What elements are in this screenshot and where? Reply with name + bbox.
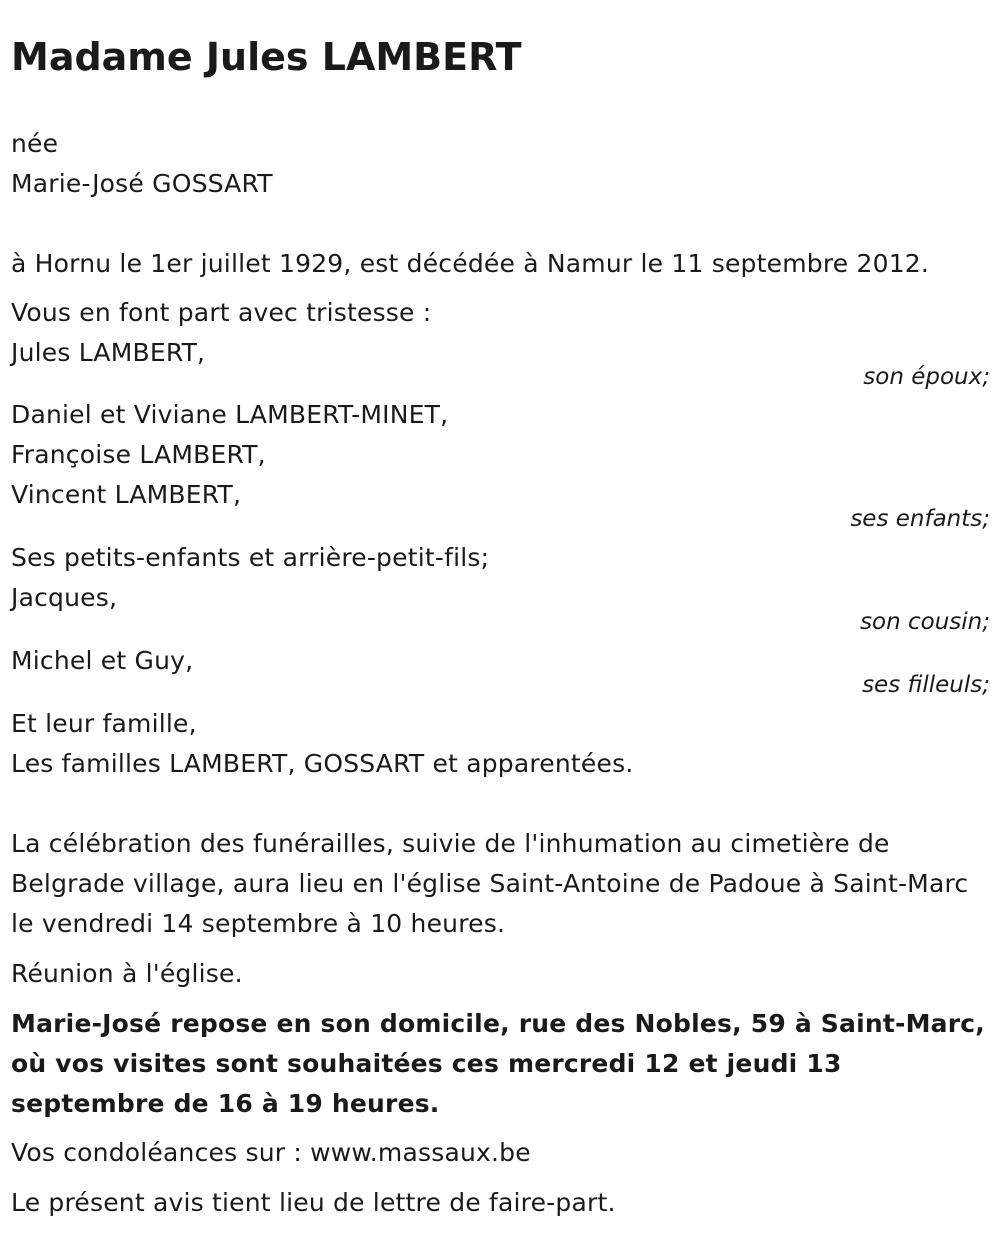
cousin-name: Jacques, xyxy=(11,583,118,612)
notice-title: Madame Jules LAMBERT xyxy=(11,35,522,79)
meeting-line: Réunion à l'église. xyxy=(11,959,243,988)
child-name: Daniel et Viviane LAMBERT-MINET, xyxy=(11,400,449,429)
closing-line: Le présent avis tient lieu de lettre de faire-part. xyxy=(11,1188,616,1217)
godchildren-role: ses filleuls; xyxy=(862,672,990,698)
grandchildren-line: Ses petits-enfants et arrière-petit-fils; xyxy=(11,543,490,572)
families-line: Les familles LAMBERT, GOSSART et apparentées. xyxy=(11,749,634,778)
nee-label: née xyxy=(11,129,59,158)
condolences-line: Vos condoléances sur : www.massaux.be xyxy=(11,1138,531,1167)
spouse-name: Jules LAMBERT, xyxy=(11,338,206,367)
children-role: ses enfants; xyxy=(850,506,990,532)
godchildren-names: Michel et Guy, xyxy=(11,646,194,675)
cousin-role: son cousin; xyxy=(860,609,990,635)
family-line: Et leur famille, xyxy=(11,709,197,738)
visitation-paragraph: Marie-José repose en son domicile, rue des Nobles, 59 à Saint-Marc, où vos visites sont souhaitées ces mercredi 12 et jeudi 13 septembre de 16 à 19 heures. xyxy=(11,1009,985,1118)
child-name: Françoise LAMBERT, xyxy=(11,440,266,469)
maiden-name: Marie-José GOSSART xyxy=(11,169,273,198)
intro-line: Vous en font part avec tristesse : xyxy=(11,298,432,327)
ceremony-paragraph: La célébration des funérailles, suivie de l'inhumation au cimetière de Belgrade village, aura lieu en l'église Saint-Antoine de Padoue à Saint-Marc le vendredi 14 septembre à 10 heures. xyxy=(11,829,969,938)
birth-death-line: à Hornu le 1er juillet 1929, est décédée à Namur le 11 septembre 2012. xyxy=(11,249,930,278)
spouse-role: son époux; xyxy=(863,364,990,390)
child-name: Vincent LAMBERT, xyxy=(11,480,242,509)
